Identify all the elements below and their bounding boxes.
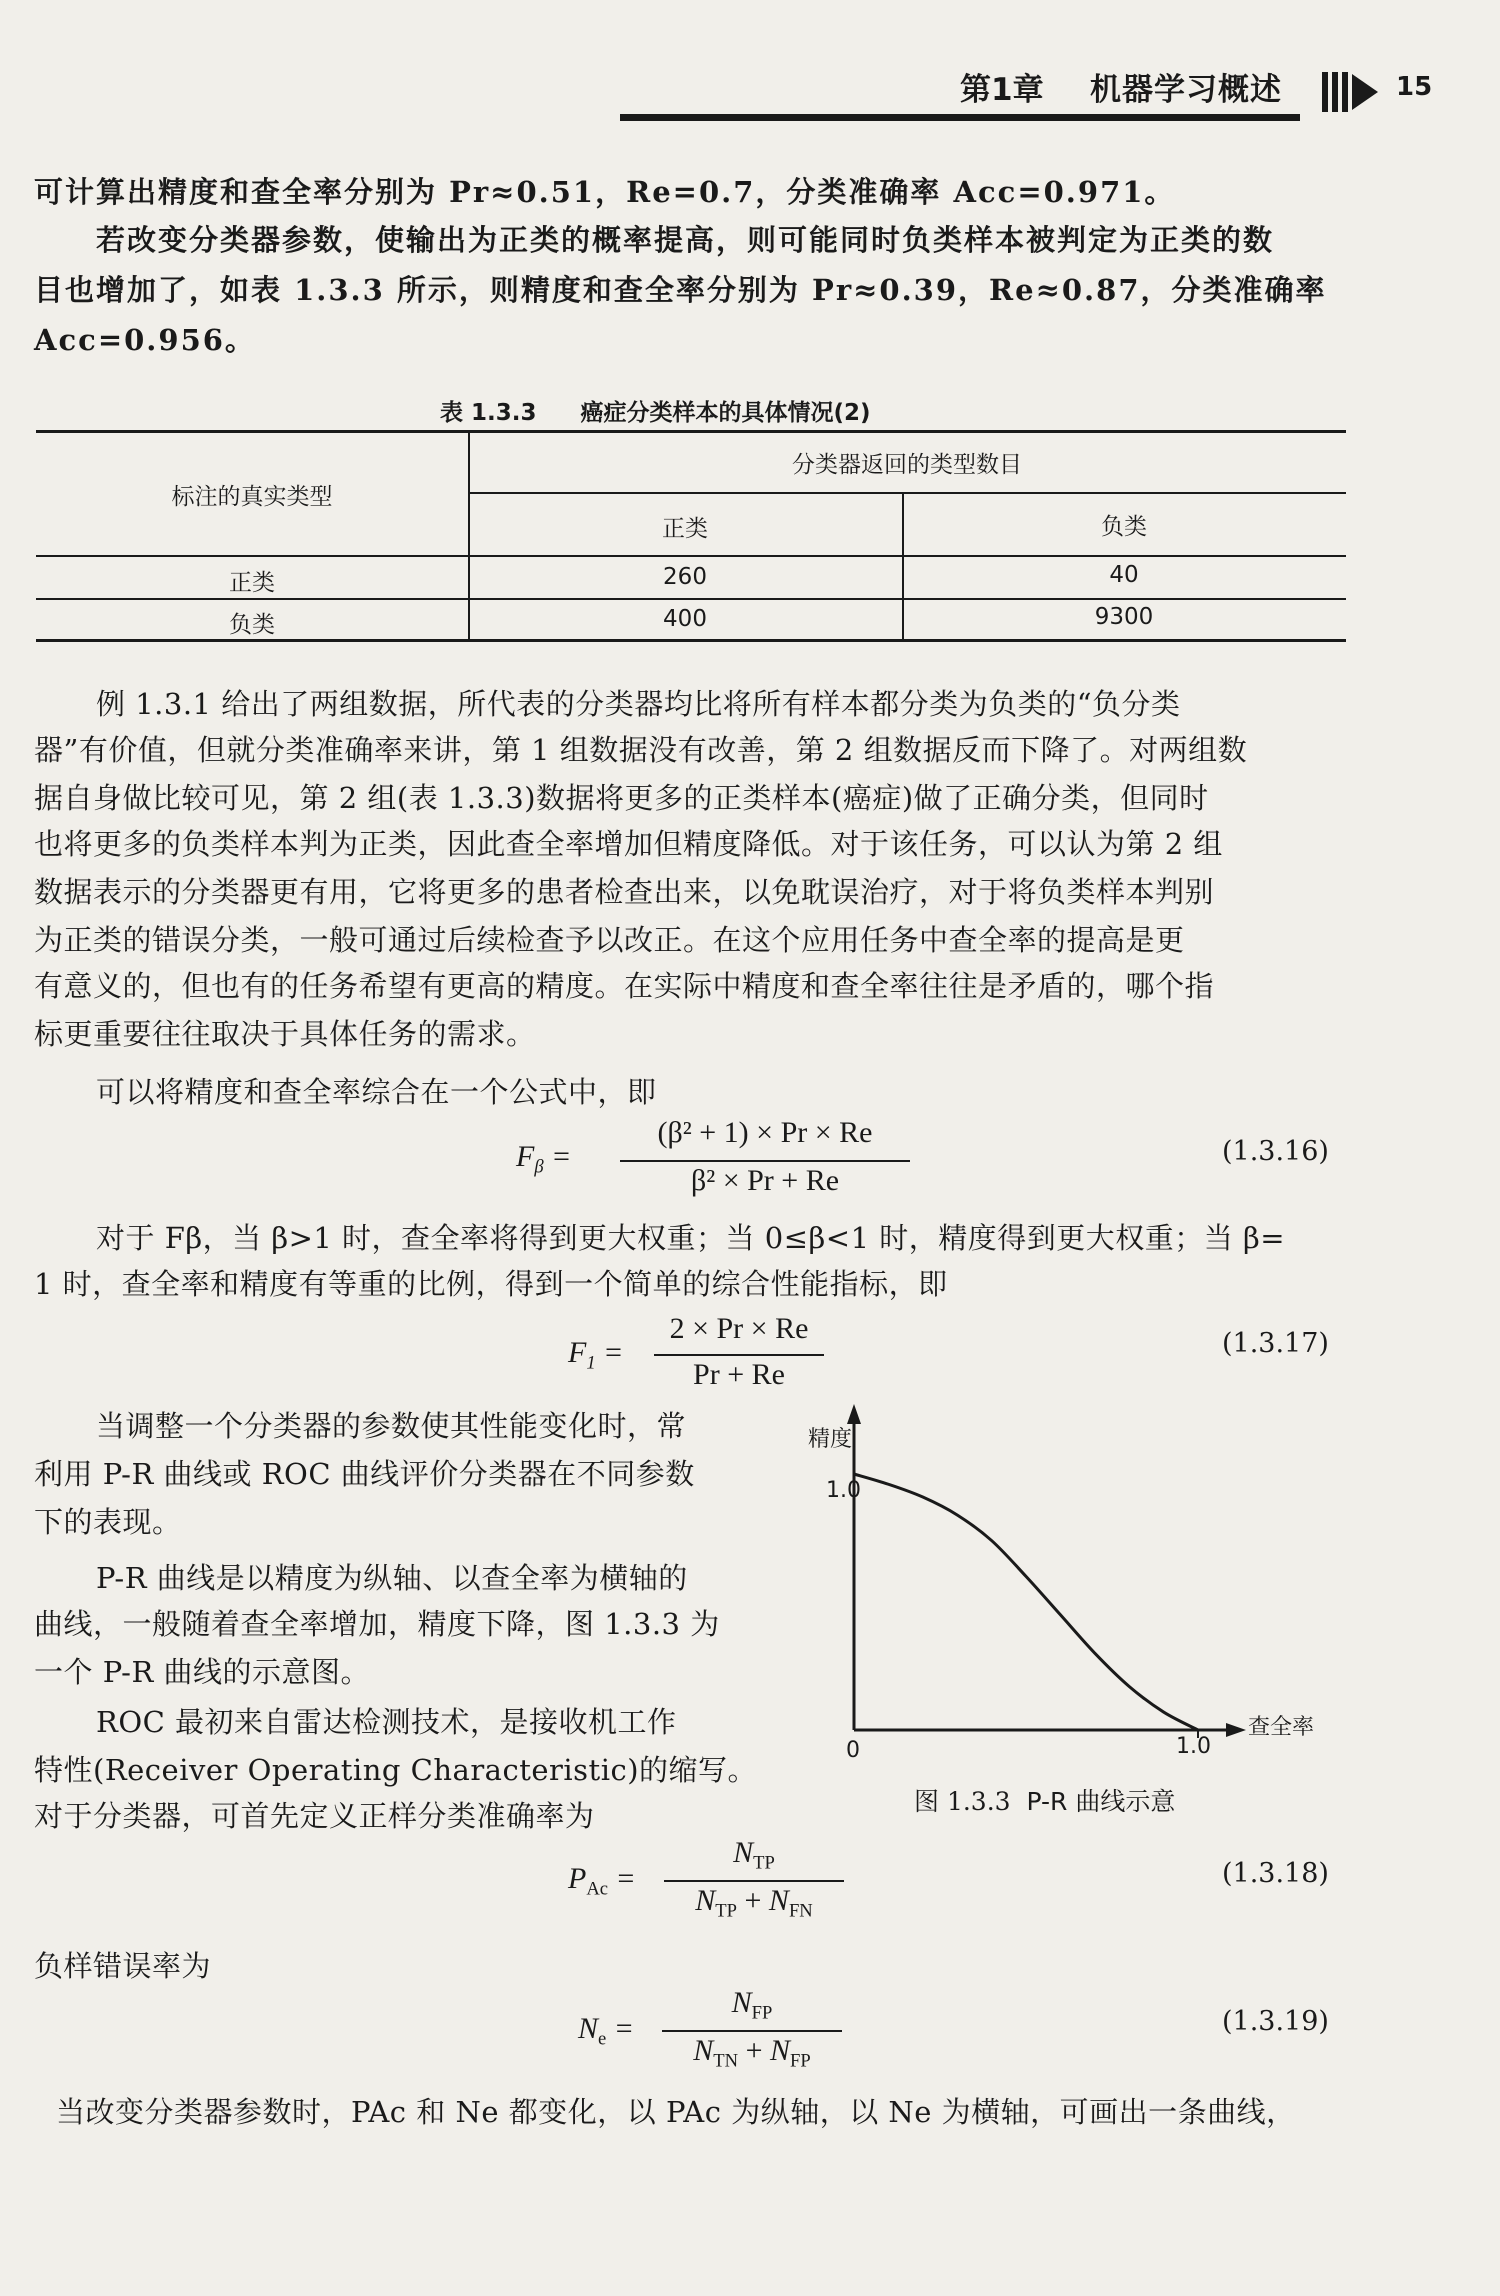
equation-number: (1.3.19) — [1222, 2006, 1329, 2037]
paragraph-line: 数据表示的分类器更有用，它将更多的患者检查出来，以免耽误治疗，对于将负类样本判别 — [34, 875, 1215, 909]
header-arrow-icon — [1322, 70, 1382, 116]
equation-denominator: $N_{TP} + N_{FN}$ — [695, 1884, 813, 1922]
equation-number: (1.3.16) — [1222, 1136, 1329, 1167]
figure-caption — [914, 1782, 1175, 1818]
equation-denominator: β² × Pr + Re — [690, 1164, 840, 1197]
paragraph-line: 目也增加了，如表 1.3.3 所示，则精度和查全率分别为 Pr≈0.39，Re≈0.87，分类准确率 — [34, 273, 1327, 307]
equation-1-3-19 — [578, 1982, 878, 2082]
equation-numerator: $N_{FP}$ — [731, 1986, 773, 2024]
table-group-rule — [468, 492, 1346, 494]
row-label: 正类 — [229, 570, 275, 596]
table-cell: 260 — [663, 564, 707, 590]
table-cell: 400 — [663, 606, 707, 632]
equation-1-3-18 — [568, 1832, 868, 1932]
equation-lhs: $F_1$ = — [568, 1336, 624, 1374]
table-caption — [440, 394, 871, 427]
fraction-bar — [620, 1160, 910, 1162]
equation-numerator: (β² + 1) × Pr × Re — [657, 1116, 873, 1149]
paragraph-line: 曲线，一般随着查全率增加，精度下降，图 1.3.3 为 — [34, 1607, 720, 1641]
equation-number: (1.3.17) — [1222, 1328, 1329, 1359]
paragraph-line: 可以将精度和查全率综合在一个公式中，即 — [96, 1075, 657, 1109]
equation-denominator: $N_{TN} + N_{FP}$ — [693, 2034, 811, 2072]
origin-label: 0 — [846, 1738, 860, 1763]
col-header: 正类 — [662, 516, 708, 542]
table-cell: 9300 — [1094, 604, 1154, 630]
group-header: 分类器返回的类型数目 — [792, 452, 1022, 478]
paragraph-line: P-R 曲线是以精度为纵轴、以查全率为横轴的 — [96, 1561, 688, 1595]
table-header-rule — [36, 555, 1346, 557]
y-axis-label: 精度 — [808, 1427, 853, 1452]
row-header: 标注的真实类型 — [171, 484, 333, 510]
x-tick-label: 1.0 — [1176, 1734, 1211, 1759]
paragraph-line: 一个 P-R 曲线的示意图。 — [34, 1655, 370, 1689]
paragraph-line: 对于 Fβ，当 β>1 时，查全率将得到更大权重；当 0≤β<1 时，精度得到更大权重；当 β= — [96, 1221, 1286, 1255]
header-rule — [620, 114, 1300, 121]
chapter-title: 机器学习概述 — [1090, 72, 1282, 108]
paragraph-line: 例 1.3.1 给出了两组数据，所代表的分类器均比将所有样本都分类为负类的“负分类 — [96, 687, 1181, 721]
x-axis-label: 查全率 — [1248, 1715, 1315, 1740]
paragraph-line: 负样错误率为 — [34, 1949, 212, 1983]
table-bottom-rule — [36, 639, 1346, 642]
row-label: 负类 — [229, 612, 275, 638]
pr-curve-figure — [780, 1390, 1400, 1830]
paragraph-line: 也将更多的负类样本判为正类，因此查全率增加但精度降低。对于该任务，可以认为第 2 组 — [34, 827, 1223, 861]
equation-lhs: $F_\beta$ = — [516, 1140, 572, 1178]
table-cell: 40 — [1109, 562, 1139, 588]
paragraph-line: 若改变分类器参数，使输出为正类的概率提高，则可能同时负类样本被判定为正类的数 — [96, 223, 1275, 257]
paragraph-line: 1 时，查全率和精度有等重的比例，得到一个简单的综合性能指标，即 — [34, 1267, 948, 1301]
paragraph-line: 为正类的错误分类，一般可通过后续检查予以改正。在这个应用任务中查全率的提高是更 — [34, 923, 1185, 957]
table-top-rule — [36, 430, 1346, 433]
chapter-label: 第1章 — [960, 72, 1044, 108]
col-header: 负类 — [1101, 514, 1147, 540]
cancer-sample-table — [36, 430, 1346, 642]
paragraph-line: 有意义的，但也有的任务希望有更高的精度。在实际中精度和查全率往往是矛盾的，哪个指 — [34, 969, 1215, 1003]
table-title: 癌症分类样本的具体情况(2) — [580, 400, 871, 426]
equation-numerator: 2 × Pr × Re — [669, 1312, 809, 1345]
equation-lhs: $P_{Ac}$ = — [568, 1862, 636, 1900]
fraction-bar — [664, 1880, 844, 1882]
fraction-bar — [654, 1354, 824, 1356]
page-number: 15 — [1396, 72, 1433, 102]
paragraph-line: 据自身做比较可见，第 2 组(表 1.3.3)数据将更多的正类样本(癌症)做了正确分类，但同时 — [34, 781, 1209, 815]
y-axis-arrow-icon — [847, 1404, 861, 1424]
equation-numerator: $N_{TP}$ — [733, 1836, 775, 1874]
table-number: 表 1.3.3 — [440, 400, 537, 426]
equation-number: (1.3.18) — [1222, 1858, 1329, 1889]
paragraph-line: 当调整一个分类器的参数使其性能变化时，常 — [96, 1409, 687, 1443]
equation-1-3-16 — [510, 1112, 910, 1212]
figure-number: 图 1.3.3 — [914, 1787, 1011, 1816]
paragraph-line: 器”有价值，但就分类准确率来讲，第 1 组数据没有改善，第 2 组数据反而下降了。对两组数 — [34, 733, 1248, 767]
paragraph-line: Acc=0.956。 — [34, 323, 256, 357]
fraction-bar — [662, 2030, 842, 2032]
figure-title: P-R 曲线示意 — [1026, 1787, 1176, 1816]
paragraph-line: ROC 最初来自雷达检测技术，是接收机工作 — [96, 1705, 677, 1739]
table-row-rule — [36, 598, 1346, 600]
paragraph-line: 标更重要往往取决于具体任务的需求。 — [34, 1017, 536, 1051]
pr-curve-line — [854, 1474, 1198, 1730]
paragraph-line: 下的表现。 — [34, 1505, 182, 1539]
x-axis-arrow-icon — [1226, 1723, 1246, 1737]
equation-denominator: Pr + Re — [693, 1358, 785, 1391]
paragraph-line: 可计算出精度和查全率分别为 Pr≈0.51，Re=0.7，分类准确率 Acc=0.971。 — [34, 175, 1176, 209]
paragraph-line: 利用 P-R 曲线或 ROC 曲线评价分类器在不同参数 — [34, 1457, 695, 1491]
paragraph-line: 特性(Receiver Operating Characteristic)的缩写。 — [34, 1753, 758, 1787]
paragraph-line: 当改变分类器参数时，PAc 和 Ne 都变化，以 PAc 为纵轴，以 Ne 为横轴，可画出一条曲线， — [56, 2095, 1296, 2129]
paragraph-line: 对于分类器，可首先定义正样分类准确率为 — [34, 1799, 595, 1833]
y-tick-label: 1.0 — [826, 1478, 861, 1503]
equation-lhs: $N_e$ = — [578, 2012, 635, 2050]
pr-curve-chart — [780, 1390, 1400, 1830]
